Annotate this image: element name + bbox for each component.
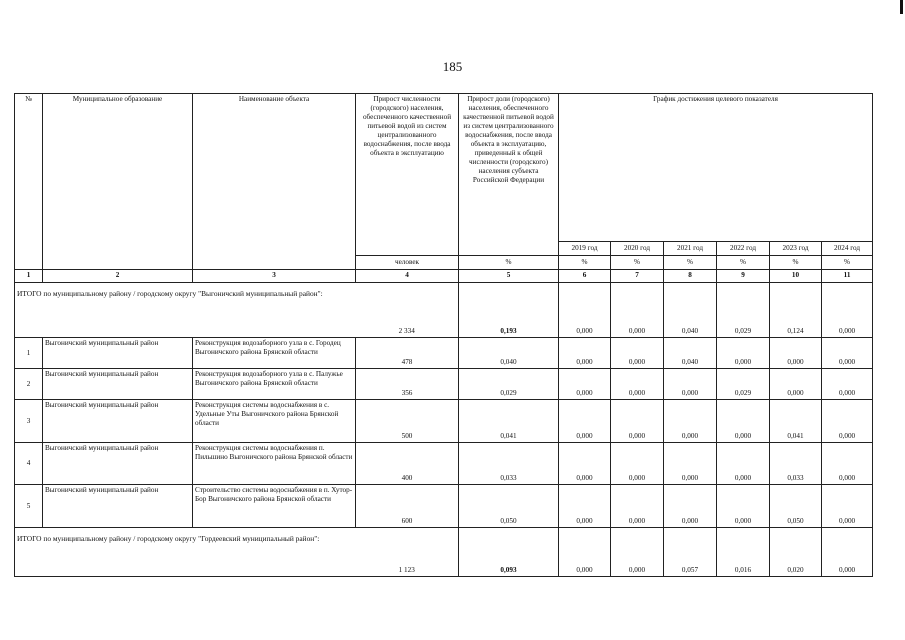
- row-year-2024: 0,000: [822, 443, 873, 485]
- unit-year-2024: %: [822, 256, 873, 270]
- row-year-2021: 0,000: [664, 369, 717, 400]
- row-year-2021: 0,000: [664, 485, 717, 528]
- row-year-2019: 0,000: [559, 485, 611, 528]
- row-object: Реконструкция водозаборного узла в с. Палужье Выгоничского района Брянской области: [193, 369, 356, 400]
- total-year-2024: 0,000: [822, 528, 873, 577]
- row-municipality: Выгоничский муниципальный район: [43, 369, 193, 400]
- row-year-2022: 0,000: [717, 338, 770, 369]
- row-year-2024: 0,000: [822, 485, 873, 528]
- unit-share: %: [459, 256, 559, 270]
- index-cell: 2: [43, 270, 193, 283]
- row-year-2020: 0,000: [611, 369, 664, 400]
- header-year-2023: 2023 год: [770, 242, 822, 256]
- row-year-2023: 0,000: [770, 369, 822, 400]
- row-year-2019: 0,000: [559, 338, 611, 369]
- header-share-growth: Прирост доли (городского) населения, обеспеченного качественной питьевой водой из систем централизованного водоснабжения, после ввода объекта в эксплуатацию, приведенный к общей численности (городского) населения субъекта Российской Федерации: [459, 94, 559, 256]
- total-year-2021: 0,040: [664, 283, 717, 338]
- total-row-gordeevka: [15, 528, 873, 577]
- target-indicator-table: [14, 93, 873, 577]
- row-year-2024: 0,000: [822, 338, 873, 369]
- total-year-2019: 0,000: [559, 528, 611, 577]
- table-row: [15, 369, 873, 400]
- index-cell: 11: [822, 270, 873, 283]
- row-year-2020: 0,000: [611, 485, 664, 528]
- index-cell: 6: [559, 270, 611, 283]
- index-cell: 1: [15, 270, 43, 283]
- table-row: [15, 485, 873, 528]
- total-share: 0,193: [459, 283, 559, 338]
- total-share: 0,093: [459, 528, 559, 577]
- row-municipality: Выгоничский муниципальный район: [43, 443, 193, 485]
- row-year-2020: 0,000: [611, 443, 664, 485]
- row-year-2021: 0,040: [664, 338, 717, 369]
- row-people: 500: [356, 400, 459, 443]
- row-year-2020: 0,000: [611, 400, 664, 443]
- row-year-2023: 0,050: [770, 485, 822, 528]
- row-year-2019: 0,000: [559, 443, 611, 485]
- row-year-2023: 0,041: [770, 400, 822, 443]
- row-number: 2: [15, 369, 43, 400]
- total-year-2023: 0,124: [770, 283, 822, 338]
- header-year-2024: 2024 год: [822, 242, 873, 256]
- total-year-2022: 0,016: [717, 528, 770, 577]
- total-year-2024: 0,000: [822, 283, 873, 338]
- page-number: 185: [442, 59, 463, 74]
- table-row: [15, 400, 873, 443]
- row-year-2021: 0,000: [664, 443, 717, 485]
- header-row-main: [15, 94, 873, 242]
- row-year-2024: 0,000: [822, 369, 873, 400]
- row-people: 400: [356, 443, 459, 485]
- row-year-2022: 0,029: [717, 369, 770, 400]
- row-year-2019: 0,000: [559, 369, 611, 400]
- row-share: 0,029: [459, 369, 559, 400]
- unit-year-2021: %: [664, 256, 717, 270]
- unit-year-2023: %: [770, 256, 822, 270]
- row-municipality: Выгоничский муниципальный район: [43, 400, 193, 443]
- header-year-2020: 2020 год: [611, 242, 664, 256]
- index-cell: 5: [459, 270, 559, 283]
- total-people: 1 123: [356, 528, 459, 577]
- row-object: Реконструкция системы водоснабжения в с. Удельные Уты Выгоничского района Брянской области: [193, 400, 356, 443]
- index-cell: 7: [611, 270, 664, 283]
- table-row: [15, 443, 873, 485]
- row-number: 4: [15, 443, 43, 485]
- row-year-2022: 0,000: [717, 485, 770, 528]
- header-year-2022: 2022 год: [717, 242, 770, 256]
- header-object: Наименование объекта: [193, 94, 356, 270]
- total-people: 2 334: [356, 283, 459, 338]
- row-object: Реконструкция системы водоснабжения п. Пильшино Выгоничского района Брянской области: [193, 443, 356, 485]
- index-cell: 8: [664, 270, 717, 283]
- index-cell: 4: [356, 270, 459, 283]
- total-year-2019: 0,000: [559, 283, 611, 338]
- unit-people: человек: [356, 256, 459, 270]
- row-number: 1: [15, 338, 43, 369]
- row-object: Реконструкция водозаборного узла в с. Городец Выгоничского района Брянской области: [193, 338, 356, 369]
- total-year-2023: 0,020: [770, 528, 822, 577]
- row-year-2021: 0,000: [664, 400, 717, 443]
- row-share: 0,050: [459, 485, 559, 528]
- row-year-2022: 0,000: [717, 400, 770, 443]
- total-year-2020: 0,000: [611, 283, 664, 338]
- row-year-2019: 0,000: [559, 400, 611, 443]
- row-municipality: Выгоничский муниципальный район: [43, 338, 193, 369]
- total-label: ИТОГО по муниципальному району / городскому округу "Гордеевский муниципальный район":: [15, 528, 356, 577]
- total-year-2022: 0,029: [717, 283, 770, 338]
- row-number: 3: [15, 400, 43, 443]
- header-year-2019: 2019 год: [559, 242, 611, 256]
- row-year-2023: 0,000: [770, 338, 822, 369]
- unit-year-2020: %: [611, 256, 664, 270]
- table-row: [15, 338, 873, 369]
- row-object: Строительство системы водоснабжения в п. Хутор-Бор Выгоничского района Брянской области: [193, 485, 356, 528]
- row-share: 0,040: [459, 338, 559, 369]
- row-year-2024: 0,000: [822, 400, 873, 443]
- row-people: 356: [356, 369, 459, 400]
- index-cell: 10: [770, 270, 822, 283]
- total-row-vygonichi: [15, 283, 873, 338]
- row-people: 600: [356, 485, 459, 528]
- header-schedule: График достижения целевого показателя: [559, 94, 873, 242]
- row-people: 478: [356, 338, 459, 369]
- row-municipality: Выгоничский муниципальный район: [43, 485, 193, 528]
- unit-year-2019: %: [559, 256, 611, 270]
- index-cell: 3: [193, 270, 356, 283]
- total-year-2020: 0,000: [611, 528, 664, 577]
- header-municipality: Муниципальное образование: [43, 94, 193, 270]
- total-year-2021: 0,057: [664, 528, 717, 577]
- header-no: №: [15, 94, 43, 270]
- row-share: 0,033: [459, 443, 559, 485]
- row-year-2022: 0,000: [717, 443, 770, 485]
- index-cell: 9: [717, 270, 770, 283]
- total-label: ИТОГО по муниципальному району / городскому округу "Выгоничский муниципальный район":: [15, 283, 356, 338]
- row-number: 5: [15, 485, 43, 528]
- row-share: 0,041: [459, 400, 559, 443]
- unit-year-2022: %: [717, 256, 770, 270]
- index-row: [15, 270, 873, 283]
- header-year-2021: 2021 год: [664, 242, 717, 256]
- row-year-2020: 0,000: [611, 338, 664, 369]
- header-pop-growth: Прирост численности (городского) населения, обеспеченного качественной питьевой водой из систем централизованного водоснабжения, после ввода объекта в эксплуатацию: [356, 94, 459, 256]
- row-year-2023: 0,033: [770, 443, 822, 485]
- edge-mark: [900, 0, 903, 14]
